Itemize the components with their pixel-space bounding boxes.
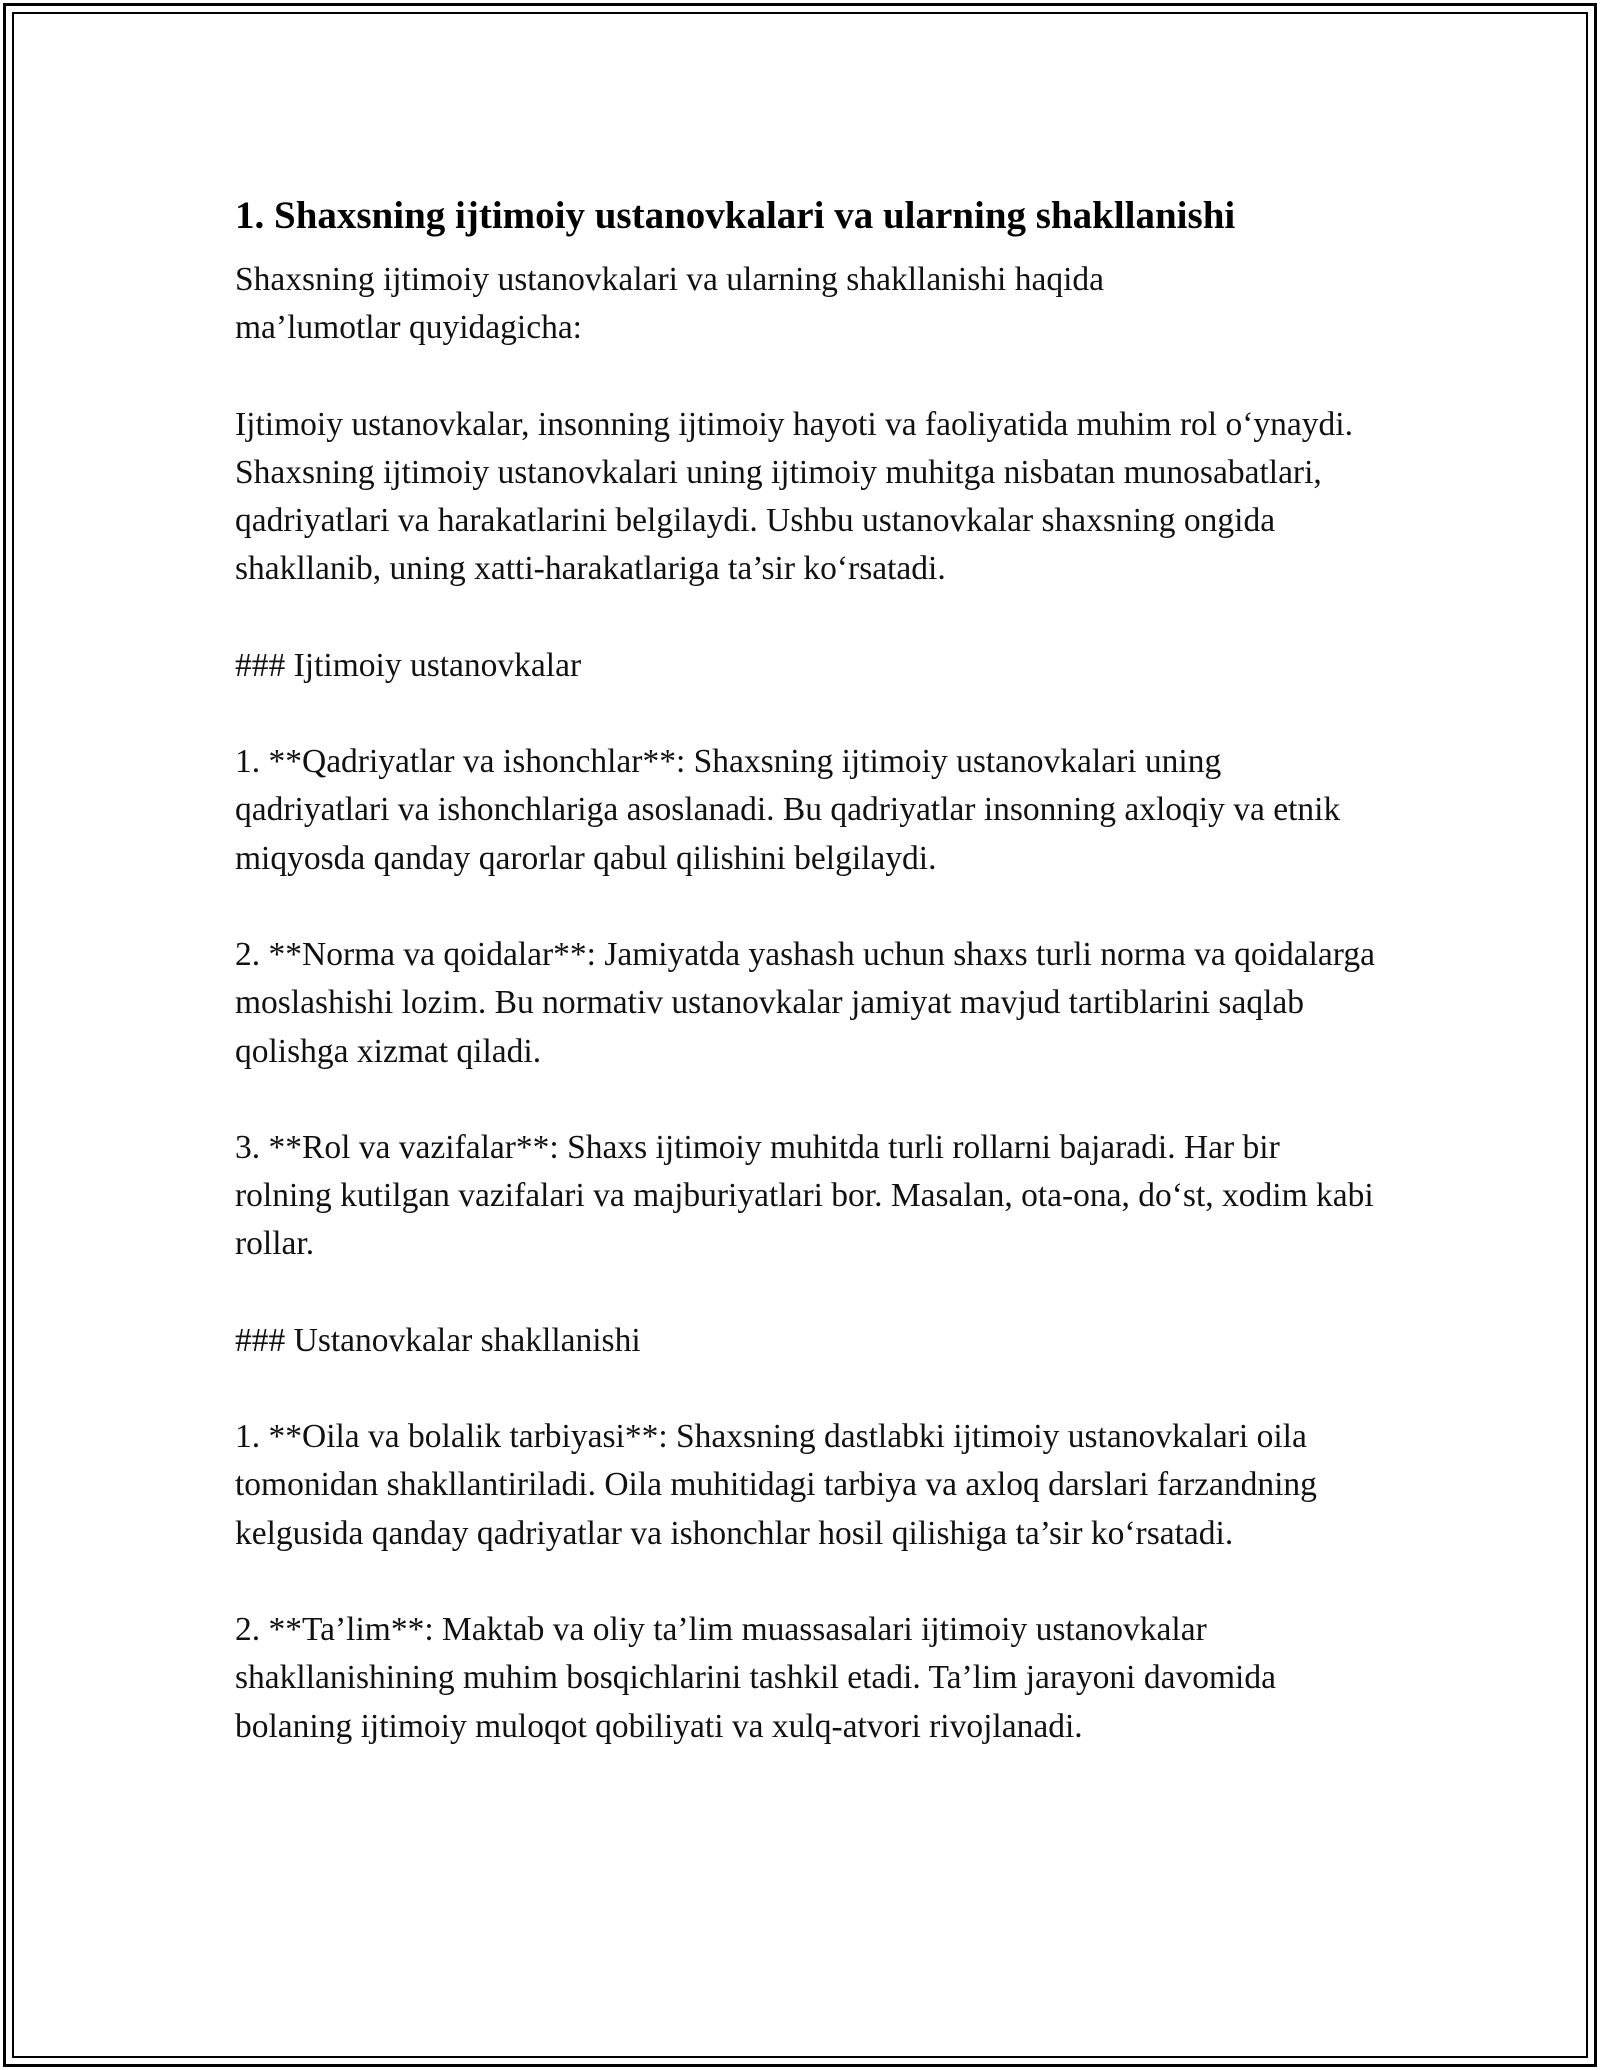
- list-item-talim: 2. **Ta’lim**: Maktab va oliy ta’lim muassasalari ijtimoiy ustanovkalar shakllanishining muhim bosqichlarini tashkil etadi. Ta’lim jarayoni davomida bolaning ijtimoiy muloqot qobiliyati va xulq-atvori rivojlanadi.: [235, 1610, 1276, 1745]
- document-body: [235, 188, 1375, 1751]
- intro-paragraph: [235, 256, 1375, 353]
- section-heading-ijtimoiy-ustanovkalar: ### Ijtimoiy ustanovkalar: [235, 646, 582, 684]
- intro-line-2: ma’lumotlar quyidagicha:: [235, 309, 582, 347]
- list-item-rol: 3. **Rol va vazifalar**: Shaxs ijtimoiy muhitda turli rollarni bajaradi. Har bir rolning kutilgan vazifalari va majburiyatlari bor. Masalan, ota-ona, do‘st, xodim kabi rollar.: [235, 1128, 1374, 1263]
- list-item-norma: 2. **Norma va qoidalar**: Jamiyatda yashash uchun shaxs turli norma va qoidalarga moslashishi lozim. Bu normativ ustanovkalar jamiyat mavjud tartiblarini saqlab qolishga xizmat qiladi.: [235, 935, 1375, 1070]
- list-item-oila: 1. **Oila va bolalik tarbiyasi**: Shaxsning dastlabki ijtimoiy ustanovkalari oila tomonidan shakllantiriladi. Oila muhitidagi tarbiya va axloq darslari farzandning kelgusida qanday qadriyatlar va ishonchlar hosil qilishiga ta’sir ko‘rsatadi.: [235, 1418, 1317, 1552]
- list-item-qadriyatlar: 1. **Qadriyatlar va ishonchlar**: Shaxsning ijtimoiy ustanovkalari uning qadriyatlari va ishonchlariga asoslanadi. Bu qadriyatlar insonning axloqiy va etnik miqyosda qanday qarorlar qabul qilishini belgilaydi.: [235, 743, 1341, 877]
- document-title: 1. Shaxsning ijtimoiy ustanovkalari va ularning shakllanishi: [235, 194, 1236, 237]
- intro-line-1: Shaxsning ijtimoiy ustanovkalari va ularning shakllanishi haqida: [235, 261, 1105, 298]
- paragraph-overview: Ijtimoiy ustanovkalar, insonning ijtimoiy hayoti va faoliyatida muhim rol o‘ynaydi. Shaxsning ijtimoiy ustanovkalari uning ijtimoiy muhitga nisbatan munosabatlari, qadriyatlari va harakatlarini belgilaydi. Ushbu ustanovkalar shaxsning ongida shakllanib, uning xatti-harakatlariga ta’sir ko‘rsatadi.: [235, 405, 1353, 588]
- section-heading-ustanovkalar-shakllanishi: ### Ustanovkalar shakllanishi: [235, 1321, 641, 1359]
